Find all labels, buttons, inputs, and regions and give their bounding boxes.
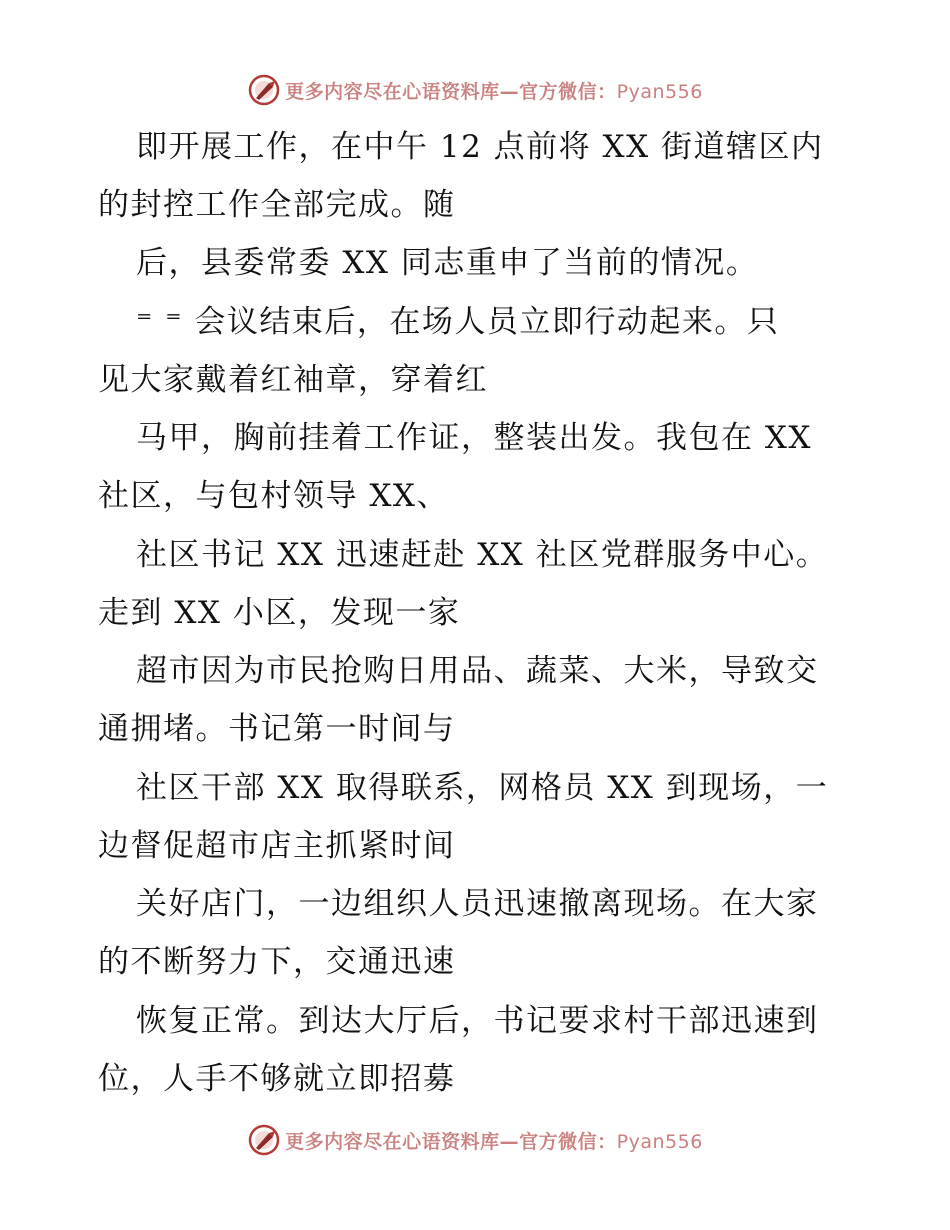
footer-banner-text	[285, 1127, 703, 1154]
body-line: 马甲，胸前挂着工作证，整装出发。我包在 XX	[136, 420, 812, 456]
body-line: 社区干部 XX 取得联系，网格员 XX 到现场，一	[136, 770, 829, 806]
body-line: 社区，与包村领导 XX、	[98, 478, 449, 514]
body-line: 即开展工作，在中午 12 点前将 XX 街道辖区内	[136, 129, 824, 165]
body-line: 关好店门，一边组织人员迅速撤离现场。在大家	[136, 886, 819, 922]
body-line: 社区书记 XX 迅速赶赴 XX 社区党群服务中心。	[136, 537, 829, 573]
body-line: 恢复正常。到达大厅后，书记要求村干部迅速到	[136, 1003, 819, 1039]
body-line: 通拥堵。书记第一时间与	[98, 711, 456, 747]
body-line: 的封控工作全部完成。随	[98, 187, 456, 223]
footer-wechat-id: Pyan556	[616, 1130, 703, 1153]
footer-banner-label: 更多内容尽在心语资料库—官方微信：	[285, 1130, 617, 1153]
body-line: 见大家戴着红袖章，穿着红	[98, 362, 488, 398]
header-wechat-id: Pyan556	[616, 80, 703, 103]
body-line: 后，县委常委 XX 同志重申了当前的情况。	[136, 245, 759, 281]
body-line: 边督促超市店主抓紧时间	[98, 828, 456, 864]
body-line: 位，人手不够就立即招募	[98, 1061, 456, 1097]
body-line: 超市因为市民抢购日用品、蔬菜、大米，导致交	[136, 653, 819, 689]
footer-watermark-banner	[0, 1120, 950, 1160]
body-line: 的不断努力下，交通迅速	[98, 944, 456, 980]
header-banner-label: 更多内容尽在心语资料库—官方微信：	[285, 80, 617, 103]
body-line: ⁼ ⁼ 会议结束后，在场人员立即行动起来。只	[136, 304, 780, 340]
pen-nib-logo-icon	[247, 1123, 281, 1157]
body-line: 走到 XX 小区，发现一家	[98, 595, 461, 631]
